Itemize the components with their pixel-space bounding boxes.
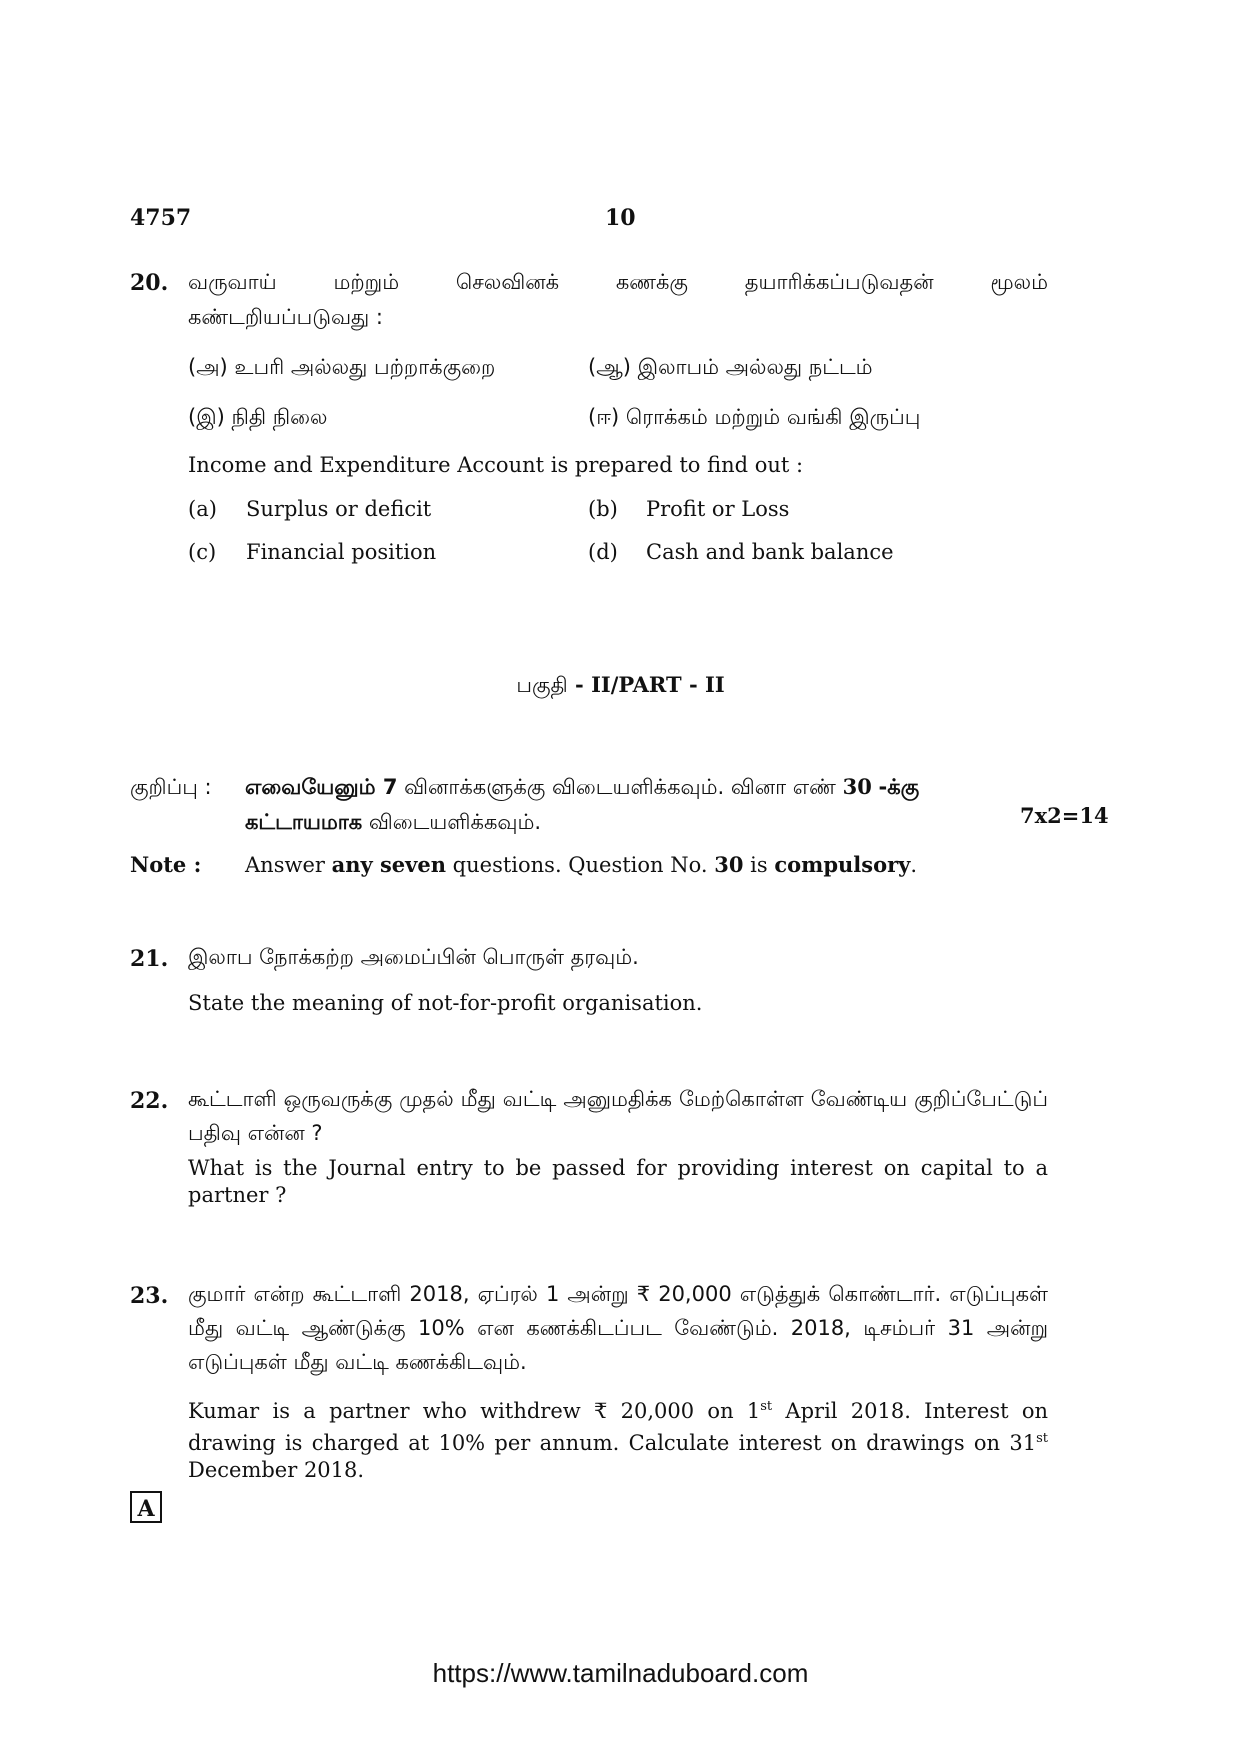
option-label: (ஆ) bbox=[588, 355, 631, 379]
q21-english: State the meaning of not-for-profit organisation. bbox=[188, 991, 703, 1015]
paper-code: 4757 bbox=[130, 205, 192, 231]
note-bold: -க்கு bbox=[878, 775, 920, 799]
q20-tamil-option-a bbox=[188, 350, 495, 384]
q20-english: Income and Expenditure Account is prepared to find out : bbox=[188, 453, 804, 477]
note-text: is bbox=[743, 853, 775, 877]
part-sep: - bbox=[681, 672, 705, 697]
marks-allocation: 7x2=14 bbox=[1020, 803, 1109, 828]
note-bold: 30 bbox=[714, 852, 744, 877]
option-label: (d) bbox=[588, 540, 618, 564]
part-heading-roman2: II bbox=[705, 672, 725, 697]
q20-word: வருவாய் bbox=[188, 270, 277, 294]
q23-tamil: குமார் என்ற கூட்டாளி 2018, ஏப்ரல் 1 அன்று ₹ 20,000 எடுத்துக் கொண்டார். எடுப்புகள் மீது வட்டி ஆண்டுக்கு 10% என கணக்கிடப்பட வேண்டும். 2018, டிசம்பர் 31 அன்று எடுப்புகள் மீது வட்டி கணக்கிடவும். bbox=[188, 1282, 1048, 1374]
q20-tamil-line2: கண்டறியப்படுவது : bbox=[188, 305, 383, 329]
note-english-label: Note : bbox=[130, 852, 202, 877]
option-text: ரொக்கம் மற்றும் வங்கி இருப்பு bbox=[625, 405, 921, 429]
note-english-text bbox=[245, 850, 917, 880]
part-sep: - bbox=[567, 672, 592, 697]
question-number-21: 21. bbox=[130, 946, 169, 972]
option-label: (இ) bbox=[188, 405, 225, 429]
option-text: Financial position bbox=[246, 540, 437, 564]
option-text: Cash and bank balance bbox=[646, 540, 894, 564]
q23-text: April 2018. Interest on drawing is charged at 10% per annum. Calculate interest on drawings on 31 bbox=[188, 1399, 1048, 1455]
option-text: Profit or Loss bbox=[646, 497, 790, 521]
q20-word: தயாரிக்கப்படுவதன் bbox=[744, 270, 934, 294]
q20-word: செலவினக் bbox=[455, 270, 560, 294]
option-label: (b) bbox=[588, 497, 618, 521]
part-heading-roman: II/PART bbox=[591, 672, 682, 697]
q20-tamil-line1 bbox=[188, 265, 1048, 299]
question-number-20: 20. bbox=[130, 270, 169, 296]
note-bold: any seven bbox=[331, 852, 446, 877]
option-label: (a) bbox=[188, 497, 217, 521]
q20-option-a bbox=[188, 494, 431, 524]
option-label: (அ) bbox=[188, 355, 228, 379]
note-text: questions. Question No. bbox=[446, 853, 715, 877]
note-bold: compulsory bbox=[774, 852, 911, 877]
q20-tamil-option-b bbox=[588, 350, 873, 384]
note-tamil-line2 bbox=[245, 805, 541, 839]
option-label: (ஈ) bbox=[588, 405, 620, 429]
q22-english: What is the Journal entry to be passed for providing interest on capital to a partner ? bbox=[188, 1156, 1048, 1207]
footer-url[interactable]: https://www.tamilnaduboard.com bbox=[432, 1658, 809, 1688]
q20-word: மற்றும் bbox=[333, 270, 400, 294]
q23-text: Kumar is a partner who withdrew ₹ 20,000 on 1 bbox=[188, 1399, 761, 1423]
page-number: 10 bbox=[605, 205, 636, 231]
note-tamil-line1 bbox=[245, 770, 1085, 804]
question-number-22: 22. bbox=[130, 1088, 169, 1114]
q20-tamil-option-c bbox=[188, 400, 327, 434]
note-text: Answer bbox=[245, 853, 332, 877]
part-heading-tamil: பகுதி bbox=[516, 673, 568, 697]
note-tamil-label: குறிப்பு : bbox=[130, 775, 212, 799]
question-number-23: 23. bbox=[130, 1283, 169, 1309]
q21-tamil: இலாப நோக்கற்ற அமைப்பின் பொருள் தரவும். bbox=[188, 945, 639, 969]
note-text: வினாக்களுக்கு விடையளிக்கவும். வினா எண் bbox=[397, 775, 836, 799]
superscript: st bbox=[1036, 1431, 1048, 1446]
q20-word: மூலம் bbox=[990, 270, 1048, 294]
q20-option-b bbox=[588, 494, 789, 524]
part-heading bbox=[0, 668, 1241, 702]
q20-tamil-option-d bbox=[588, 400, 920, 434]
option-label: (c) bbox=[188, 540, 217, 564]
note-bold: கட்டாயமாக bbox=[245, 810, 363, 834]
q23-text: December 2018. bbox=[188, 1458, 365, 1482]
q20-word: கணக்கு bbox=[615, 270, 688, 294]
note-text: விடையளிக்கவும். bbox=[362, 810, 542, 834]
option-text: உபரி அல்லது பற்றாக்குறை bbox=[234, 355, 496, 379]
q20-option-d bbox=[588, 537, 894, 567]
q20-option-c bbox=[188, 537, 436, 567]
q22-tamil: கூட்டாளி ஒருவருக்கு முதல் மீது வட்டி அனுமதிக்க மேற்கொள்ள வேண்டிய குறிப்பேட்டுப் பதிவு என்ன ? bbox=[188, 1087, 1048, 1145]
version-box: A bbox=[130, 1491, 162, 1523]
option-text: இலாபம் அல்லது நட்டம் bbox=[637, 355, 873, 379]
superscript: st bbox=[760, 1399, 773, 1414]
note-bold: எவையேனும் 7 bbox=[245, 775, 398, 799]
option-text: Surplus or deficit bbox=[246, 497, 432, 521]
note-text: . bbox=[910, 853, 918, 877]
option-text: நிதி நிலை bbox=[231, 405, 328, 429]
note-bold: 30 bbox=[842, 774, 872, 799]
q23-english bbox=[188, 1393, 1048, 1484]
